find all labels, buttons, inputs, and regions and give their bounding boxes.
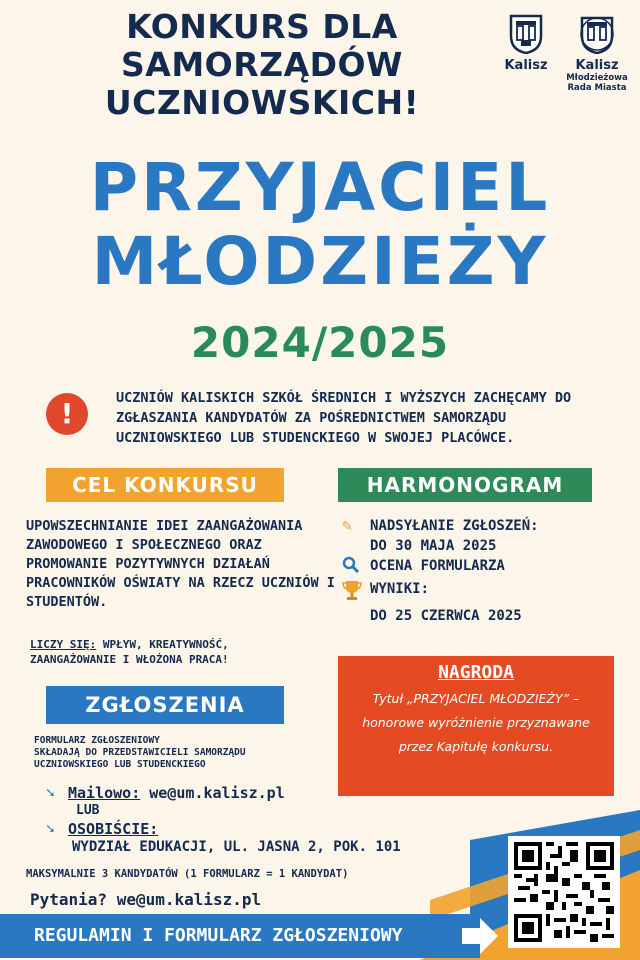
harmonogram-item (342, 536, 632, 556)
harmonogram-text: NADSYŁANIE ZGŁOSZEŃ: (370, 518, 539, 534)
max-candidates: MAKSYMALNIE 3 KANDYDATÓW (1 FORMULARZ = 1 KANDYDAT) (26, 868, 349, 880)
liczy-sie (30, 637, 320, 667)
questions-contact[interactable]: Pytania? we@um.kalisz.pl (30, 890, 262, 909)
headline-line: UCZNIOWSKICH! (104, 83, 420, 122)
alert-text: UCZNIÓW KALISKICH SZKÓŁ ŚREDNICH I WYŻSZYCH ZACHĘCAMY DO ZGŁASZANIA KANDYDATÓW ZA POŚREDNICTWEM SAMORZĄDU UCZNIOWSKIEGO LUB STUDENCKIEGO W SWOJEJ PLACÓWCE. (116, 390, 572, 446)
harmonogram-item (342, 579, 632, 606)
qr-code[interactable] (508, 836, 620, 948)
logo-mrm (560, 14, 634, 93)
harmonogram-list (342, 516, 632, 626)
city-crest-icon (579, 14, 615, 54)
cel-heading: CEL KONKURSU (46, 468, 284, 502)
harmonogram-item (342, 516, 632, 536)
magnifier-icon (342, 556, 370, 579)
harmonogram-text: WYNIKI: (370, 581, 430, 597)
regulamin-link[interactable] (0, 914, 480, 958)
pencil-icon: ✎ (342, 516, 353, 536)
harmonogram-item (342, 606, 632, 626)
main-title-line2: MŁODZIEŻY (91, 223, 549, 300)
arrow-icon: ➘ (46, 785, 55, 801)
harmonogram-item (342, 556, 632, 579)
qr-code-icon (514, 842, 614, 942)
year-label: 2024/2025 (190, 318, 450, 367)
zgloszenia-text2: SKŁADAJĄ DO PRZEDSTAWICIELI SAMORZĄDU UCZNIOWSKIEGO LUB STUDENCKIEGO (34, 747, 246, 770)
address: WYDZIAŁ EDUKACJI, UL. JASNA 2, POK. 101 (72, 839, 401, 855)
nagroda-box (338, 656, 614, 796)
logo-name: Kalisz (504, 58, 548, 73)
harmonogram-heading: HARMONOGRAM (338, 468, 592, 502)
personal-label: OSOBIŚCIE: (68, 820, 159, 838)
harmonogram-text: DO 25 CZERWCA 2025 (370, 608, 522, 624)
harmonogram-text: DO 30 MAJA 2025 (370, 538, 497, 554)
liczy-text: WPŁYW, KREATYWNOŚĆ, ZAANGAŻOWANIE I WŁOŻONA PRACA! (30, 638, 229, 666)
regulamin-label: REGULAMIN I FORMULARZ ZGŁOSZENIOWY (34, 925, 403, 946)
zgloszenia-text (34, 735, 324, 771)
logo-subtitle: Młodzieżowa Rada Miasta (566, 73, 628, 93)
main-title-line1: PRZYJACIEL (89, 149, 551, 226)
trophy-icon (342, 579, 370, 606)
zgloszenia-heading: ZGŁOSZENIA (46, 686, 284, 724)
mail-link[interactable]: we@um.kalisz.pl (149, 784, 285, 802)
arrow-icon: ➘ (46, 821, 55, 837)
harmonogram-text: OCENA FORMULARZA (370, 558, 505, 574)
zgloszenia-text1: FORMULARZ ZGŁOSZENIOWY (34, 735, 160, 746)
nagroda-heading: NAGRODA (438, 662, 514, 683)
headline-line: KONKURS DLA (126, 7, 398, 46)
cel-text: UPOWSZECHNIANIE IDEI ZAANGAŻOWANIA ZAWODOWEGO I SPOŁECZNEGO ORAZ PROMOWANIE POZYTYWNYCH DZIAŁAŃ PRACOWNIKÓW OŚWIATY NA RZECZ UCZNIÓW I STUDENTÓW. (26, 518, 335, 610)
mail-label: Mailowo: (68, 784, 141, 802)
liczy-label: LICZY SIĘ: (30, 638, 97, 651)
logo-kalisz (496, 14, 556, 73)
exclamation-icon: ! (46, 393, 88, 435)
lub-label: LUB (76, 803, 100, 818)
arrow-right-icon (462, 916, 500, 956)
headline-line: SAMORZĄDÓW (121, 45, 403, 84)
headline (92, 8, 432, 122)
city-crest-icon (509, 14, 543, 54)
nagroda-text: Tytuł „PRZYJACIEL MŁODZIEŻY” – honorowe wyróżnienie przyznawane przez Kapitułę konkursu. (362, 691, 590, 754)
logo-name: Kalisz (575, 58, 619, 73)
